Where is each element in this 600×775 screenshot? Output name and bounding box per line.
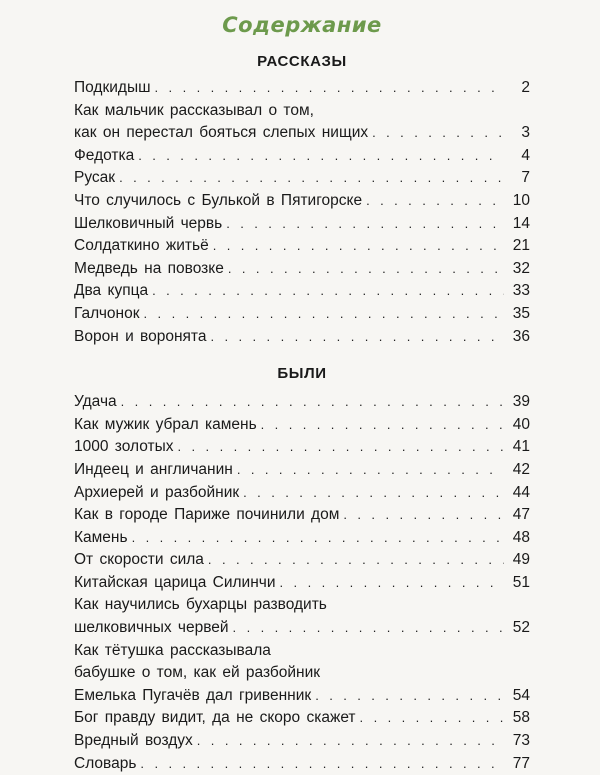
page-number: 47 [512,506,530,524]
page-number: 21 [512,237,530,255]
entry-title: Как мальчик рассказывал о том, [74,101,314,119]
dot-leader [140,753,504,775]
dot-leader [366,190,504,213]
toc-line [74,190,530,213]
toc-line [74,549,530,572]
toc-entry[interactable] [74,753,530,775]
toc-entry[interactable] [74,504,530,527]
page-number: 48 [512,528,530,546]
entry-title: От скорости сила [74,551,204,569]
toc-entry[interactable] [74,527,530,550]
toc-line [74,122,530,145]
entry-title: Китайская царица Силинчи [74,573,276,591]
dot-leader [213,235,504,258]
toc-line [74,100,530,123]
page-number: 40 [512,415,530,433]
dot-leader [144,303,504,326]
dot-leader [155,77,504,100]
page-number: 3 [521,124,530,142]
toc-line [74,730,530,753]
page-number: 2 [521,79,530,96]
page-number: 73 [512,732,530,750]
entry-title: Вредный воздух [74,732,193,750]
toc-entry[interactable] [74,167,530,190]
entry-title: Федотка [74,146,135,164]
entry-title: Два купца [74,282,149,300]
toc-line [74,258,530,281]
toc-entry[interactable] [74,572,530,595]
toc-entry[interactable] [74,213,530,236]
page-number: 14 [512,214,530,232]
contents-page [0,8,600,772]
dot-leader [228,258,504,281]
toc-entry[interactable] [74,145,530,168]
entry-title: Как тётушка рассказывала [74,641,271,659]
dot-leader [178,436,505,459]
entry-title: Шелковичный червь [74,214,223,232]
toc-line [74,145,530,168]
dot-leader [210,326,504,349]
page-number: 44 [512,483,530,501]
dot-leader [261,414,504,437]
entry-title: Медведь на повозке [74,259,224,277]
toc-line [74,482,530,505]
entry-title: Архиерей и разбойник [74,483,240,501]
toc-line [74,280,530,303]
toc-entry[interactable] [74,303,530,326]
page-number: 54 [512,686,530,704]
toc-line [74,753,530,775]
toc-line [74,167,530,190]
page-number: 33 [512,282,530,300]
dot-leader [208,549,504,572]
dot-leader [233,617,504,640]
toc-line [74,527,530,550]
toc-entry[interactable] [74,77,530,100]
page-number: 7 [521,169,530,187]
entry-title: Галчонок [74,304,140,322]
page-number: 39 [512,393,530,411]
page-number: 52 [512,619,530,637]
page-number: 42 [512,460,530,478]
toc-line [74,459,530,482]
toc-line [74,77,530,100]
toc-line [74,685,530,708]
dot-leader [138,145,504,168]
entry-title: Подкидыш [74,79,151,96]
toc-entry[interactable] [74,707,530,730]
toc-line [74,662,530,685]
toc-line [74,436,530,459]
dot-leader [343,504,504,527]
toc-entry[interactable] [74,730,530,753]
dot-leader [360,707,504,730]
toc-line [74,213,530,236]
toc-line [74,707,530,730]
page-number: 35 [512,304,530,322]
dot-leader [243,482,504,505]
toc-line [74,594,530,617]
page-title: Содержание [222,13,382,37]
toc-entry[interactable] [74,594,530,639]
toc-line [74,617,530,640]
entry-title: Удача [74,393,117,411]
toc-entry[interactable] [74,280,530,303]
toc-line [74,572,530,595]
toc-entry[interactable] [74,235,530,258]
entry-title: Как научились бухарцы разводить [74,596,327,614]
entry-title: как он перестал бояться слепых нищих [74,124,369,142]
dot-leader [372,122,504,145]
toc-line [74,640,530,663]
entry-title: Камень [74,528,128,546]
toc-line [74,414,530,437]
entry-title: 1000 золотых [74,438,174,456]
toc-entry[interactable] [74,258,530,281]
entry-title: Что случилось с Булькой в Пятигорске [74,191,363,209]
entry-title: шелковичных червей [74,619,229,637]
page-number: 4 [521,146,530,164]
toc-entry[interactable] [74,190,530,213]
page-number: 49 [512,551,530,569]
entry-title: Индеец и англичанин [74,460,233,478]
toc-entry[interactable] [74,326,530,349]
toc-entry[interactable] [74,459,530,482]
toc-list [74,391,530,775]
page-number: 36 [512,327,530,345]
page-number: 58 [512,709,530,727]
entry-title: Русак [74,169,116,187]
entry-title: Как в городе Париже починили дом [74,506,340,524]
contents-sections [74,50,530,775]
page-number: 10 [512,191,530,209]
dot-leader [121,391,504,414]
dot-leader [152,280,504,303]
toc-line [74,326,530,349]
dot-leader [119,167,504,190]
toc-entry[interactable] [74,414,530,437]
section-heading: БЫЛИ [277,365,327,383]
toc-entry[interactable] [74,482,530,505]
page-number: 41 [512,438,530,456]
toc-line [74,303,530,326]
entry-title: Как мужик убрал камень [74,415,257,433]
dot-leader [197,730,504,753]
dot-leader [315,685,504,708]
toc-line [74,391,530,414]
dot-leader [226,213,504,236]
entry-title: Словарь [74,754,137,772]
dot-leader [280,572,504,595]
entry-title: Бог правду видит, да не скоро скажет [74,709,356,727]
page-number: 77 [512,754,530,772]
toc-entry[interactable] [74,549,530,572]
dot-leader [237,459,504,482]
page-number: 51 [512,573,530,591]
toc-entry[interactable] [74,436,530,459]
toc-entry[interactable] [74,391,530,414]
dot-leader [132,527,504,550]
entry-title: Солдаткино житьё [74,237,209,255]
toc-line [74,235,530,258]
entry-title: Емелька Пугачёв дал гривенник [74,686,312,704]
toc-entry[interactable] [74,100,530,145]
section-heading: РАССКАЗЫ [257,53,347,70]
toc-line [74,504,530,527]
toc-list [74,77,530,348]
entry-title: Ворон и воронята [74,327,207,345]
toc-entry[interactable] [74,640,530,708]
page-number: 32 [512,259,530,277]
entry-title: бабушке о том, как ей разбойник [74,664,321,682]
